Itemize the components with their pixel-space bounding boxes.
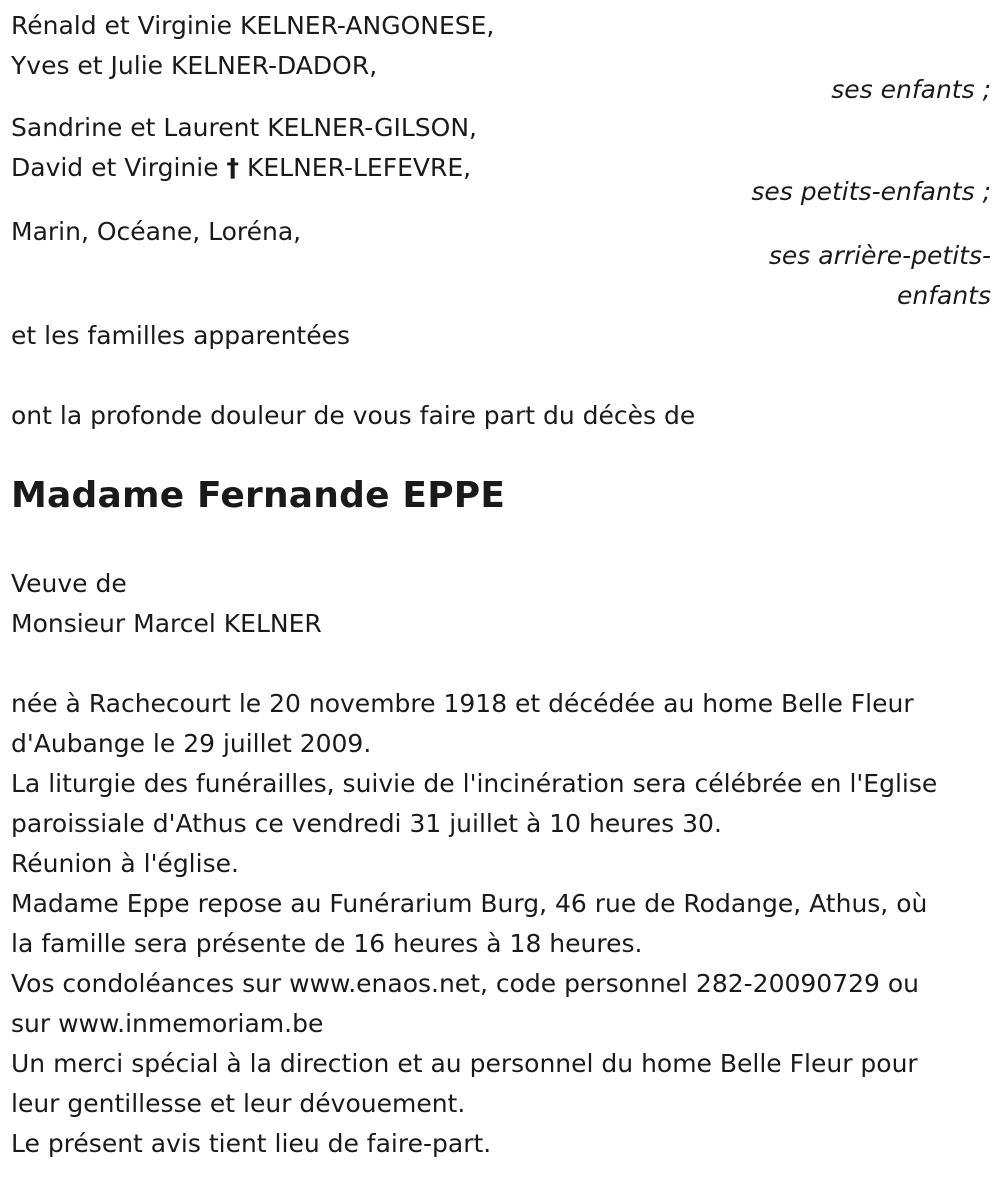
great-grandchildren-role-block <box>11 236 991 316</box>
obituary-notice <box>11 0 991 1178</box>
details-line: Madame Eppe repose au Funérarium Burg, 46 rue de Rodange, Athus, où <box>11 889 928 918</box>
deceased-name: Madame Fernande EPPE <box>11 475 506 516</box>
details-line: sur www.inmemoriam.be <box>11 1009 324 1038</box>
family-line: Sandrine et Laurent KELNER-GILSON, <box>11 113 478 142</box>
children-role-label: ses enfants ; <box>831 75 991 104</box>
details-line: Vos condoléances sur www.enaos.net, code personnel 282-20090729 ou <box>11 969 920 998</box>
great-grandchildren-role-label-2: enfants <box>896 281 991 310</box>
details-line: La liturgie des funérailles, suivie de l'incinération sera célébrée en l'Eglise <box>11 769 938 798</box>
details-line: Un merci spécial à la direction et au personnel du home Belle Fleur pour <box>11 1049 918 1078</box>
family-line: Yves et Julie KELNER-DADOR, <box>11 51 378 80</box>
widow-line: Monsieur Marcel KELNER <box>11 609 322 638</box>
details-line: paroissiale d'Athus ce vendredi 31 juillet à 10 heures 30. <box>11 809 722 838</box>
cross-icon: † <box>226 153 240 182</box>
children-role-block <box>11 70 991 110</box>
grandchildren-role-block <box>11 172 991 212</box>
family-line: Rénald et Virginie KELNER-ANGONESE, <box>11 11 495 40</box>
details-line: née à Rachecourt le 20 novembre 1918 et décédée au home Belle Fleur <box>11 689 914 718</box>
details-line: d'Aubange le 29 juillet 2009. <box>11 729 372 758</box>
widow-block <box>11 564 991 644</box>
great-grandchildren-role-label-1: ses arrière-petits- <box>768 241 991 270</box>
announcement-block <box>11 396 991 436</box>
details-line: leur gentillesse et leur dévouement. <box>11 1089 466 1118</box>
details-block <box>11 684 991 1164</box>
details-line: Le présent avis tient lieu de faire-part. <box>11 1129 492 1158</box>
widow-line: Veuve de <box>11 569 127 598</box>
announcement-line: ont la profonde douleur de vous faire part du décès de <box>11 401 696 430</box>
families-block <box>11 316 991 356</box>
family-line: Marin, Océane, Loréna, <box>11 217 302 246</box>
families-line: et les familles apparentées <box>11 321 351 350</box>
details-line: Réunion à l'église. <box>11 849 239 878</box>
family-line-start: David et Virginie <box>11 153 227 182</box>
deceased-block <box>11 472 991 520</box>
family-line-end: KELNER-LEFEVRE, <box>239 153 472 182</box>
grandchildren-role-label: ses petits-enfants ; <box>751 177 991 206</box>
details-line: la famille sera présente de 16 heures à 18 heures. <box>11 929 643 958</box>
